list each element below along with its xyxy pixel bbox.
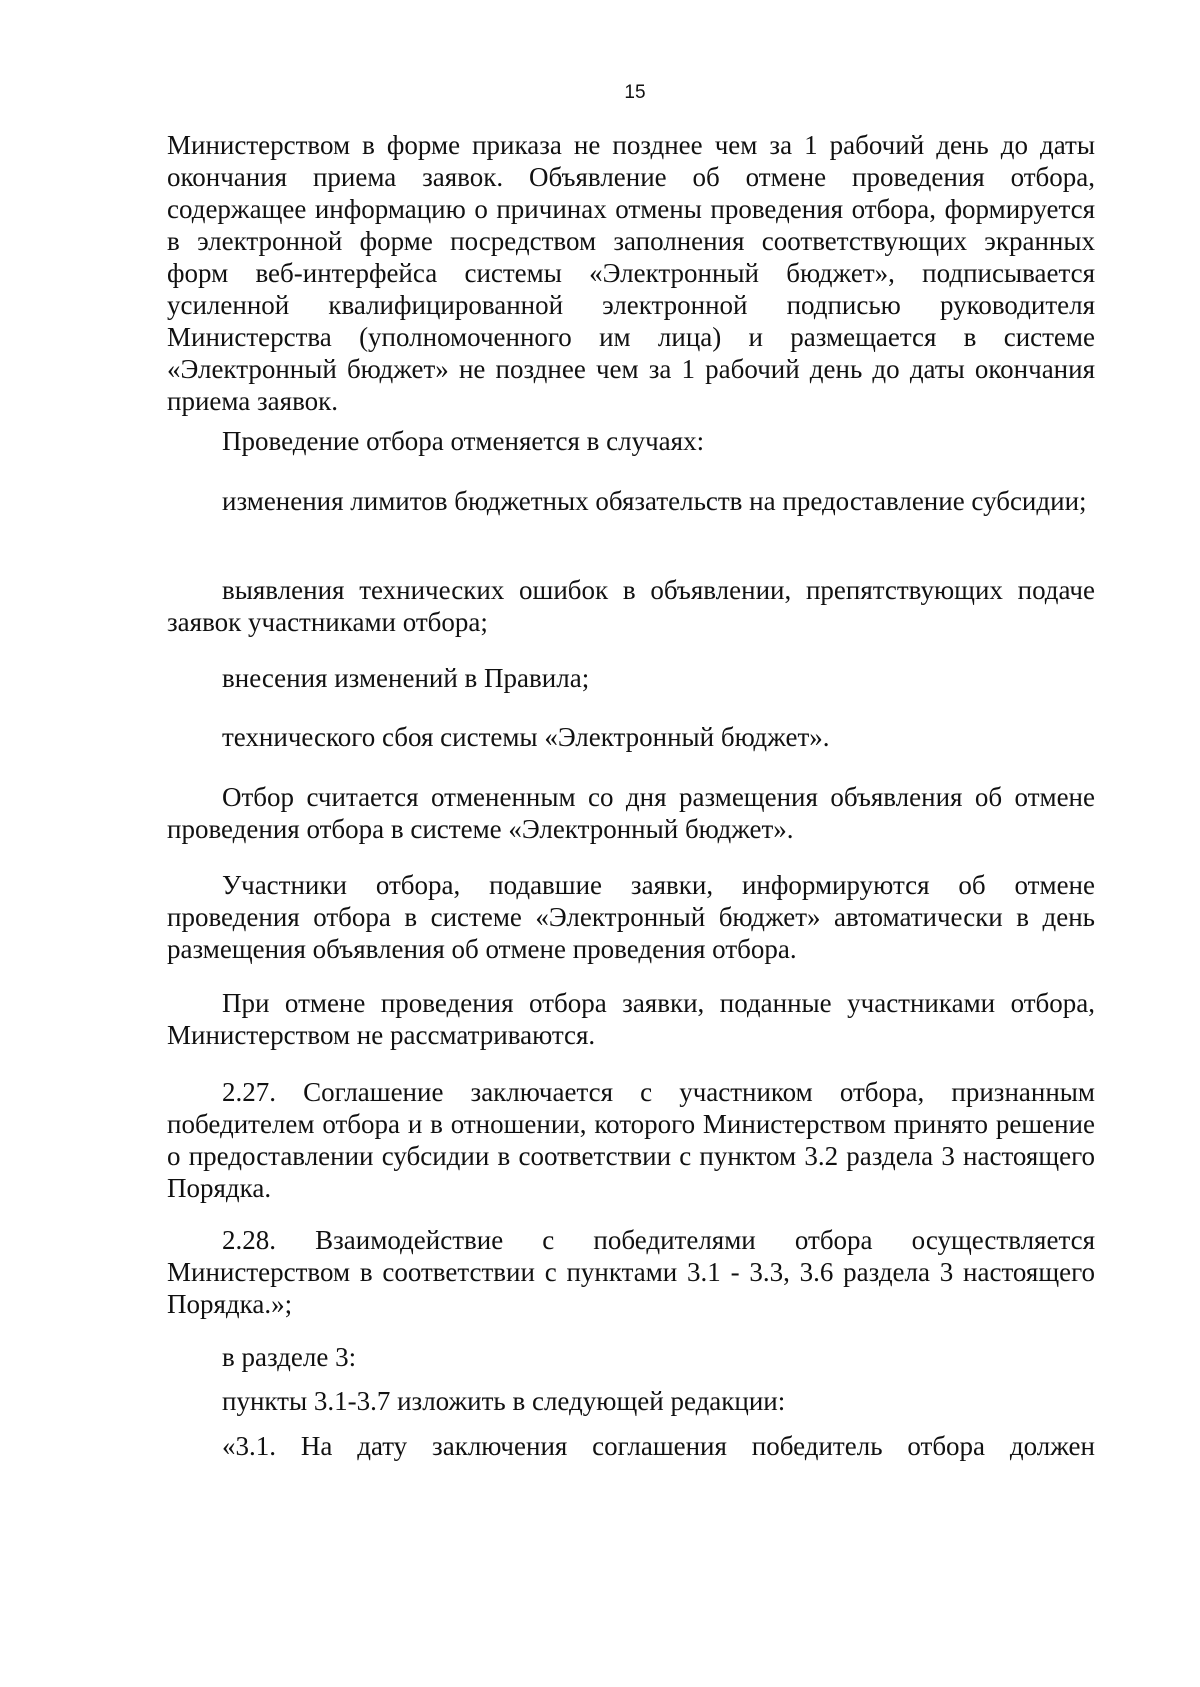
paragraph-applications-not-considered: При отмене проведения отбора заявки, поданные участниками отбора, Министерством не рассматриваются.	[167, 988, 1095, 1050]
paragraph-cancellation-announcement: Министерством в форме приказа не позднее чем за 1 рабочий день до даты окончания приема заявок. Объявление об отмене проведения отбора, содержащее информацию о причинах отмены проведения отбора, формируется в электронной форме посредством заполнения соответствующих экранных форм веб-интерфейса системы «Электронный бюджет», подписывается усиленной квалифицированной электронной подписью руководителя Министерства (уполномоченного им лица) и размещается в системе «Электронный бюджет» не позднее чем за 1 рабочий день до даты окончания приема заявок.	[167, 130, 1095, 416]
paragraph-section-2-28: 2.28. Взаимодействие с победителями отбора осуществляется Министерством в соответствии с пунктами 3.1 - 3.3, 3.6 раздела 3 настоящего Порядка.»;	[167, 1225, 1095, 1319]
paragraph-case-technical-errors: выявления технических ошибок в объявлении, препятствующих подаче заявок участниками отбора;	[167, 575, 1095, 637]
paragraph-cancellation-effective-date: Отбор считается отмененным со дня размещения объявления об отмене проведения отбора в системе «Электронный бюджет».	[167, 782, 1095, 844]
paragraph-case-system-failure: технического сбоя системы «Электронный бюджет».	[222, 722, 830, 752]
page-number: 15	[624, 82, 646, 103]
paragraph-case-rules-change: внесения изменений в Правила;	[222, 663, 590, 693]
paragraph-participants-informed: Участники отбора, подавшие заявки, информируются об отмене проведения отбора в системе «Электронный бюджет» автоматически в день размещения объявления об отмене проведения отбора.	[167, 870, 1095, 964]
paragraph-section-3-heading: в разделе 3:	[222, 1342, 357, 1372]
paragraph-points-3-1-3-7: пункты 3.1-3.7 изложить в следующей редакции:	[222, 1386, 786, 1416]
paragraph-case-limits-change: изменения лимитов бюджетных обязательств на предоставление субсидии;	[222, 486, 1087, 516]
paragraph-cancellation-cases-intro: Проведение отбора отменяется в случаях:	[222, 426, 705, 456]
paragraph-section-3-1-start: «3.1. На дату заключения соглашения победитель отбора должен	[222, 1431, 1095, 1461]
paragraph-section-2-27: 2.27. Соглашение заключается с участником отбора, признанным победителем отбора и в отношении, которого Министерством принято решение о предоставлении субсидии в соответствии с пунктом 3.2 раздела 3 настоящего Порядка.	[167, 1077, 1095, 1203]
